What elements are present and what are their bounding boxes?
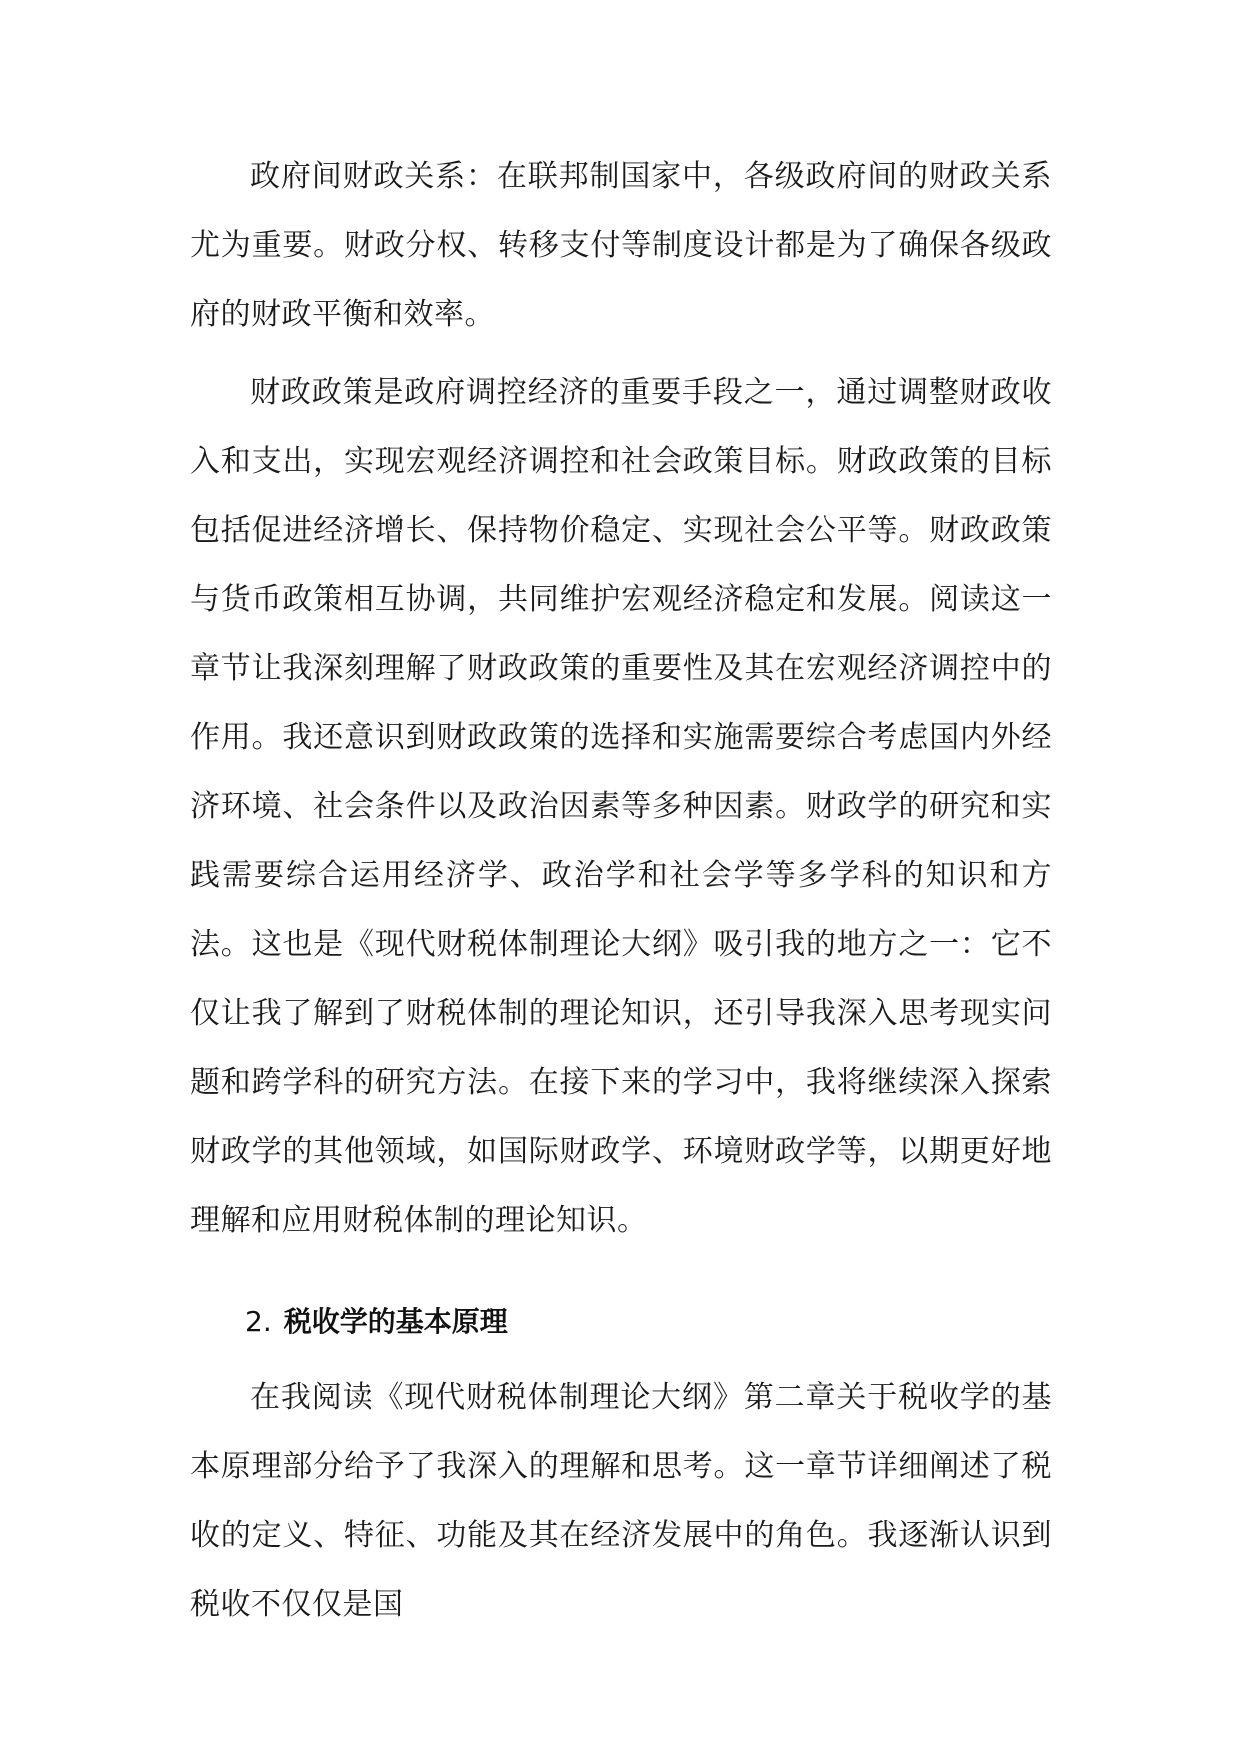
paragraph-fiscal-policy: 财政政策是政府调控经济的重要手段之一，通过调整财政收入和支出，实现宏观经济调控和社会政策目标。财政政策的目标包括促进经济增长、保持物价稳定、实现社会公平等。财政政策与货币政策相互协调，共同维护宏观经济稳定和发展。阅读这一章节让我深刻理解了财政政策的重要性及其在宏观经济调控中的作用。我还意识到财政政策的选择和实施需要综合考虑国内外经济环境、社会条件以及政治因素等多种因素。财政学的研究和实践需要综合运用经济学、政治学和社会学等多学科的知识和方法。这也是《现代财税体制理论大纲》吸引我的地方之一：它不仅让我了解到了财税体制的理论知识，还引导我深入思考现实问题和跨学科的研究方法。在接下来的学习中，我将继续深入探索财政学的其他领域，如国际财政学、环境财政学等，以期更好地理解和应用财税体制的理论知识。	[190, 375, 1052, 1238]
section-heading	[190, 1289, 1052, 1355]
paragraph-intergovernmental-relations: 政府间财政关系：在联邦制国家中，各级政府间的财政关系尤为重要。财政分权、转移支付等制度设计都是为了确保各级政府的财政平衡和效率。	[190, 159, 1052, 332]
section-title: 税收学的基本原理	[283, 1305, 508, 1338]
document-body	[190, 142, 1052, 1639]
paragraph-tax-principles: 在我阅读《现代财税体制理论大纲》第二章关于税收学的基本原理部分给予了我深入的理解和思考。这一章节详细阐述了税收的定义、特征、功能及其在经济发展中的角色。我逐渐认识到税收不仅仅是国	[190, 1380, 1052, 1622]
section-number: 2.	[245, 1305, 272, 1338]
